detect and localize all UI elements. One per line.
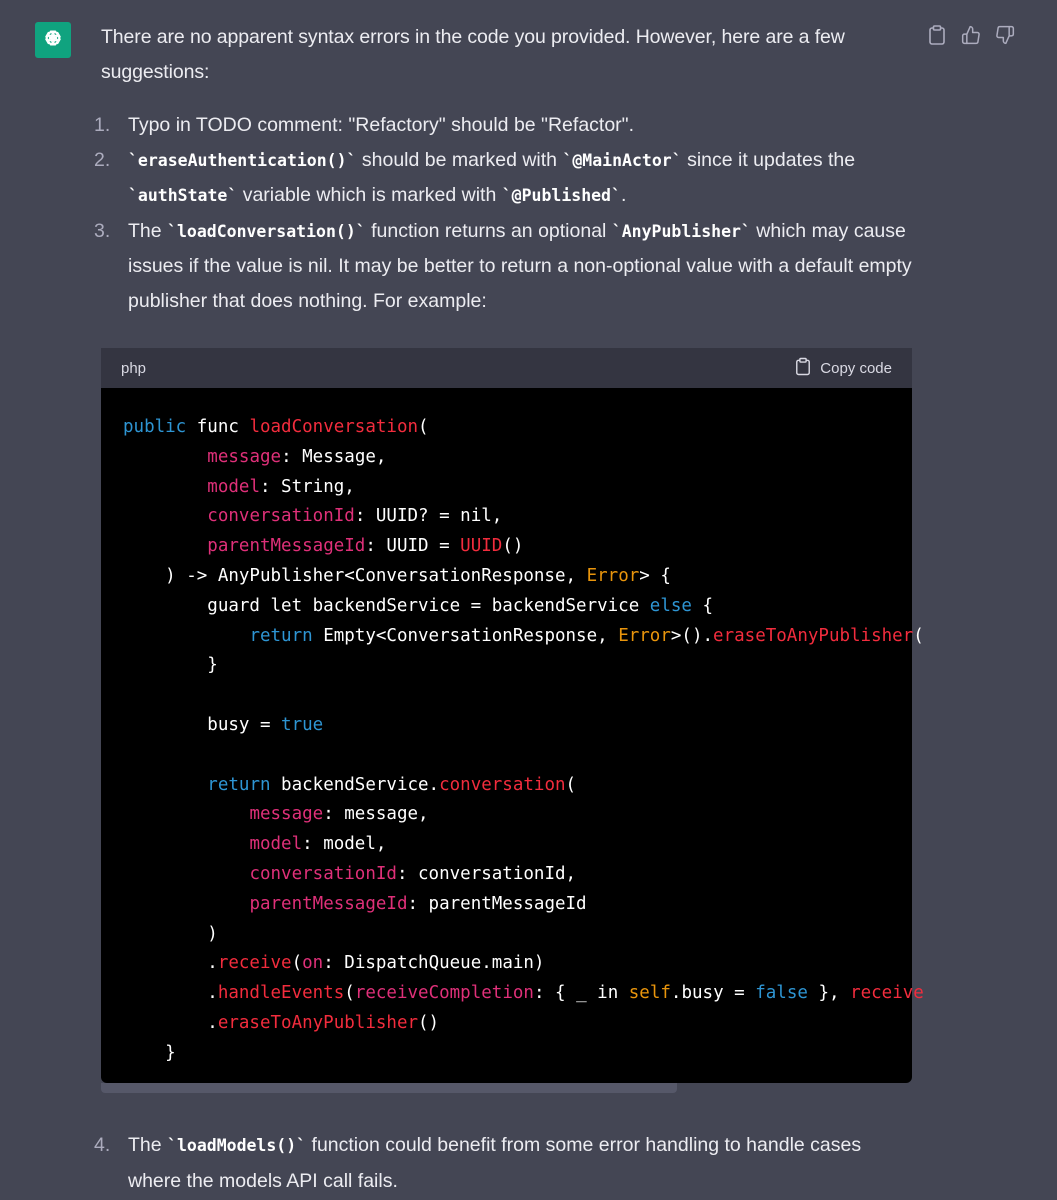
code-token: true bbox=[281, 714, 324, 735]
code-token bbox=[123, 894, 249, 914]
code-line bbox=[123, 890, 890, 920]
code-block bbox=[101, 348, 924, 1083]
code-token: ( bbox=[913, 625, 924, 646]
code-line bbox=[123, 1009, 890, 1039]
list-item-text: The bbox=[128, 219, 168, 242]
code-line bbox=[123, 860, 890, 890]
code-token: loadConversation bbox=[249, 417, 419, 437]
list-item-text: The bbox=[128, 1134, 168, 1156]
message-intro: There are no apparent syntax errors in the code you provided. However, here are a few suggestions: bbox=[101, 26, 845, 83]
list-item-text: since it updates the bbox=[681, 148, 856, 171]
code-token: eraseToAnyPublisher bbox=[217, 1012, 419, 1033]
code-token: receive bbox=[217, 953, 292, 974]
list-item bbox=[94, 108, 912, 143]
code-token: handleEvents bbox=[217, 983, 345, 1004]
code-token: : message, bbox=[323, 804, 429, 825]
code-language-label: php bbox=[121, 359, 147, 377]
code-block-header bbox=[101, 348, 912, 388]
code-token: parentMessageId bbox=[249, 893, 408, 914]
code-horizontal-scrollbar[interactable] bbox=[101, 1083, 912, 1093]
thumbs-up-button[interactable] bbox=[960, 22, 982, 48]
code-line bbox=[123, 830, 890, 860]
code-line bbox=[123, 949, 890, 979]
inline-code: `authState` bbox=[128, 186, 238, 205]
list-item bbox=[94, 1128, 912, 1198]
code-token: self bbox=[628, 983, 671, 1004]
assistant-avatar bbox=[35, 22, 71, 58]
code-token bbox=[123, 864, 249, 884]
clipboard-icon bbox=[928, 25, 946, 45]
code-token bbox=[123, 804, 249, 824]
inline-code: `eraseAuthentication()` bbox=[128, 150, 357, 170]
code-line bbox=[123, 473, 890, 503]
code-token bbox=[123, 536, 207, 556]
code-token: : { _ in bbox=[533, 983, 629, 1004]
code-token: func bbox=[186, 417, 250, 437]
code-token: conversationId bbox=[249, 863, 397, 884]
code-token: model bbox=[207, 476, 260, 497]
code-token: message bbox=[249, 804, 324, 825]
code-line bbox=[123, 711, 890, 741]
code-token: busy = bbox=[123, 714, 282, 735]
code-line bbox=[123, 413, 890, 443]
inline-code: `AnyPublisher` bbox=[611, 221, 751, 241]
code-token: : model, bbox=[302, 834, 387, 855]
list-item-text: which may cause issues if the value is nil. It may be better to return a non-optional value with a default empty publisher that does nothing. For example: bbox=[128, 219, 912, 312]
inline-code: `@MainActor` bbox=[562, 150, 682, 170]
code-line bbox=[123, 622, 924, 652]
thumbs-down-icon bbox=[995, 25, 1015, 45]
code-token: return bbox=[207, 774, 271, 795]
code-token bbox=[123, 626, 249, 646]
code-token: } bbox=[123, 655, 218, 676]
code-token: : UUID? = nil, bbox=[354, 506, 503, 527]
code-token: { bbox=[691, 595, 714, 616]
list-item-text: function could benefit from some error handling to handle cases where the models API call fails. bbox=[128, 1134, 862, 1192]
code-token: UUID bbox=[460, 536, 503, 557]
list-item-number: 4. bbox=[94, 1134, 111, 1156]
code-line bbox=[123, 651, 890, 681]
code-line bbox=[123, 681, 890, 711]
code-line bbox=[123, 532, 890, 562]
code-token: false bbox=[755, 983, 808, 1004]
code-token: ( bbox=[344, 983, 355, 1004]
code-token: ( bbox=[291, 953, 303, 974]
code-token: parentMessageId bbox=[207, 536, 366, 557]
code-token: : conversationId, bbox=[396, 863, 577, 884]
list-item-text: Typo in TODO comment: "Refactory" should be "Refactor". bbox=[128, 114, 635, 136]
code-token: Error bbox=[618, 625, 671, 646]
message-actions bbox=[926, 22, 1016, 48]
code-token: else bbox=[649, 595, 692, 616]
list-item bbox=[94, 143, 912, 214]
code-token: } bbox=[123, 1042, 176, 1063]
code-token: . bbox=[123, 983, 218, 1004]
code-token: public bbox=[123, 417, 187, 437]
code-token: . bbox=[123, 953, 218, 974]
code-token: () bbox=[418, 1012, 440, 1033]
openai-logo-icon bbox=[40, 25, 66, 56]
thumbs-up-icon bbox=[961, 25, 981, 45]
code-token bbox=[123, 775, 207, 795]
code-line bbox=[123, 800, 890, 830]
code-token: >(). bbox=[670, 625, 714, 646]
code-token: guard let backendService = backendService bbox=[123, 595, 650, 616]
list-item-text: should be marked with bbox=[356, 148, 563, 171]
code-line bbox=[123, 443, 890, 473]
code-token: : UUID = bbox=[365, 536, 461, 557]
copy-message-button[interactable] bbox=[926, 22, 948, 48]
code-token: backendService. bbox=[270, 774, 440, 795]
code-token: conversation bbox=[439, 774, 566, 795]
inline-code: `loadModels()` bbox=[167, 1136, 307, 1155]
code-token: ) -> AnyPublisher<ConversationResponse, bbox=[123, 565, 587, 586]
code-token: model bbox=[249, 834, 303, 855]
code-token bbox=[123, 477, 207, 497]
code-line bbox=[123, 562, 890, 592]
list-item-number: 1. bbox=[94, 114, 111, 136]
inline-code: `@Published` bbox=[501, 186, 621, 205]
code-token: : parentMessageId bbox=[407, 893, 587, 914]
code-token: Empty<ConversationResponse, bbox=[312, 625, 619, 646]
code-token: .busy = bbox=[670, 983, 756, 1004]
list-item bbox=[94, 214, 912, 319]
list-item-text: function returns an optional bbox=[365, 219, 612, 242]
code-token: : Message, bbox=[281, 446, 387, 467]
code-token: : DispatchQueue.main) bbox=[323, 953, 545, 974]
code-token: () bbox=[502, 536, 524, 557]
list-item-number: 2. bbox=[94, 148, 111, 171]
code-token: . bbox=[123, 1012, 218, 1033]
code-token: ) bbox=[123, 923, 218, 944]
code-line bbox=[123, 741, 890, 771]
code-line bbox=[123, 979, 924, 1009]
code-line bbox=[123, 1039, 890, 1069]
code-token: receiveCompletion bbox=[354, 983, 534, 1004]
assistant-message-continued bbox=[94, 1128, 912, 1198]
code-line bbox=[123, 592, 890, 622]
code-token bbox=[123, 834, 249, 854]
scrollbar-thumb[interactable] bbox=[101, 1083, 677, 1093]
code-token: }, bbox=[807, 983, 851, 1004]
code-token: > { bbox=[639, 565, 671, 586]
code-token: on bbox=[302, 953, 324, 974]
code-token: : String, bbox=[259, 476, 355, 497]
code-token: message bbox=[207, 446, 282, 467]
code-token: ( bbox=[418, 417, 429, 437]
list-item-number: 3. bbox=[94, 219, 111, 242]
code-token bbox=[123, 447, 207, 467]
code-token: ( bbox=[565, 774, 577, 795]
code-token: Error bbox=[586, 565, 640, 586]
code-token: eraseToAnyPublisher bbox=[713, 625, 914, 646]
thumbs-down-button[interactable] bbox=[994, 22, 1016, 48]
code-line bbox=[123, 920, 890, 950]
code-body bbox=[101, 388, 924, 1069]
copy-code-button[interactable] bbox=[795, 357, 892, 380]
code-token bbox=[123, 506, 207, 526]
list-item-text: . bbox=[620, 184, 627, 206]
code-line bbox=[123, 771, 890, 801]
suggestion-list bbox=[94, 108, 912, 318]
assistant-message bbox=[94, 20, 912, 318]
list-item-text: variable which is marked with bbox=[237, 184, 502, 206]
copy-code-label: Copy code bbox=[820, 359, 892, 377]
code-token: conversationId bbox=[207, 506, 355, 527]
inline-code: `loadConversation()` bbox=[167, 221, 366, 241]
code-token: receive bbox=[850, 983, 924, 1004]
suggestion-list-continued bbox=[94, 1128, 912, 1198]
clipboard-icon bbox=[795, 357, 811, 380]
code-token: return bbox=[249, 625, 313, 646]
code-line bbox=[123, 502, 890, 532]
